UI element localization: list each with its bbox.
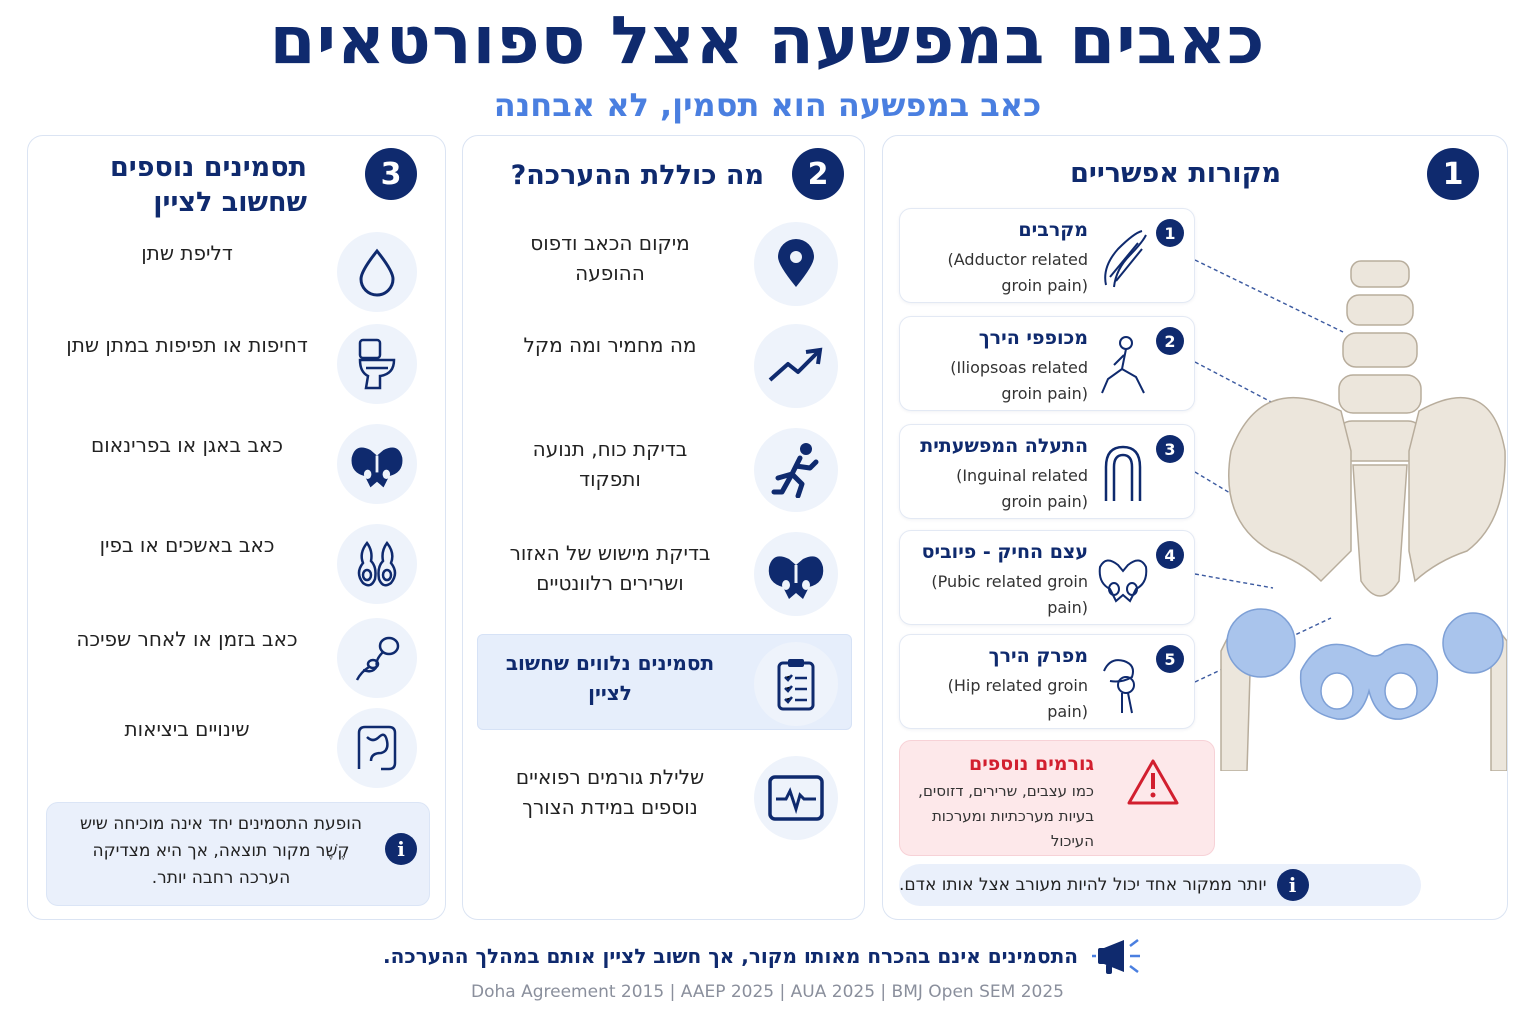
assessment-item [463,220,866,310]
lunge-stretch-icon [1096,335,1150,397]
symptom-item-text: כאב באשכים או בפין [99,533,275,557]
heart-monitor-icon [754,756,838,840]
symptom-item [28,618,447,698]
source-subtitle: (Iliopsoas related groin pain) [950,358,1088,403]
droplet-icon [337,232,417,312]
inguinal-canal-icon [1096,443,1150,505]
footer-message-text: התסמינים אינם בהכרח מאותו מקור, אך חשוב לציין אותם במהלך ההערכה. [383,944,1078,968]
toilet-icon [337,324,417,404]
sperm-icon [337,618,417,698]
source-title: מכופפי הירך [978,327,1088,349]
symptom-item [28,708,447,788]
source-subtitle: (Inguinal related groin pain) [956,466,1088,511]
symptom-item-text: כאב באגן או בפרינאום [91,433,283,457]
section-heading: מקורות אפשריים [1070,158,1281,189]
trend-up-icon [754,324,838,408]
assessment-item [463,322,866,412]
assessment-item-text: בדיקת כוח, תנועה ותפקוד [532,437,688,491]
additional-factors-text: כמו עצבים, שרירים, דזוסים, בעיות מערכתיות ומערכות העיכול [918,782,1094,850]
multiple-sources-note [899,864,1421,906]
section-number: 3 [365,148,417,200]
additional-factors-title: גורמים נוספים [968,753,1094,775]
symptom-item-text: דחיפות או תפיפות במתן שתן [66,333,308,357]
source-card-pubic [899,530,1195,625]
assessment-item-text: מה מחמיר ומה מקל [523,333,697,357]
info-icon: i [1277,869,1309,901]
section-heading: מה כוללת ההערכה? [510,160,764,191]
references: Doha Agreement 2015 | AAEP 2025 | AUA 2025 | BMJ Open SEM 2025 [471,982,1064,1002]
source-card-hip [899,634,1195,729]
symptom-item [28,524,447,604]
location-pin-icon [754,222,838,306]
megaphone-icon [1090,936,1152,976]
symptom-item-text: שינויים ביציאות [124,717,250,741]
source-title: מפרק הירך [988,645,1088,667]
source-number-badge: 4 [1156,541,1184,569]
symptoms-together-note-text: הופעת התסמינים יחד אינה מוכיחה שיש קֶשֶׁר מקור תוצאה, אך היא מצדיקה הערכה רחבה יותר. [79,814,363,889]
assessment-item [463,754,866,844]
warning-triangle-icon [1126,757,1180,807]
pelvis-icon [754,532,838,616]
intestine-icon [337,708,417,788]
source-subtitle: (Adductor related groin pain) [947,250,1088,295]
page-title: כאבים במפשעה אצל ספורטאים [269,2,1266,79]
testes-icon [337,524,417,604]
source-number-badge: 1 [1156,219,1184,247]
section-heading: תסמינים נוספים שחשוב לציין [109,152,307,219]
source-title: עצם החיק - פיוביס [921,541,1088,563]
source-title: מקרבים [1018,219,1088,241]
source-subtitle: (Pubic related groin pain) [931,572,1088,617]
symptom-item [28,324,447,404]
assessment-item [463,426,866,516]
symptom-item-text: דליפת שתן [141,241,233,265]
source-number-badge: 5 [1156,645,1184,673]
hip-joint-icon [1096,653,1150,715]
multiple-sources-note-text: יותר ממקור אחד יכול להיות מעורב אצל אותו אדם. [899,875,1267,895]
info-icon: i [385,833,417,865]
assessment-item-highlighted [463,640,866,730]
pelvis-icon [337,424,417,504]
page-subtitle: כאב במפשעה הוא תסמין, לא אבחנה [493,86,1042,124]
pelvis-skeleton-illustration [1201,251,1507,771]
assessment-item-text: שלילת גורמים רפואיים נוספים במידת הצורך [515,765,705,819]
assessment-item-text: בדיקת מישוש של האזור ושרירים רלוונטיים [509,541,711,595]
source-title: התעלה המפשעתית [920,435,1088,457]
source-subtitle: (Hip related groin pain) [947,676,1088,721]
assessment-item-text: תסמינים נלווים שחשוב לציין [505,651,715,705]
symptoms-together-note [46,802,430,906]
section-number: 2 [792,148,844,200]
pubic-bone-icon [1096,549,1150,611]
assessment-item-text: מיקום הכאב ודפוס ההופעה [530,231,690,285]
assessment-item [463,530,866,620]
panel-possible-sources [882,135,1508,920]
source-card-iliopsoas [899,316,1195,411]
runner-icon [754,428,838,512]
muscle-icon [1096,227,1150,289]
footer-message [0,936,1535,976]
panel-additional-symptoms [27,135,446,920]
source-number-badge: 3 [1156,435,1184,463]
symptom-item-text: כאב בזמן או לאחר שפיכה [76,627,298,651]
symptom-item [28,424,447,504]
source-card-adductor [899,208,1195,303]
symptom-item [28,232,447,312]
additional-factors-box [899,740,1215,856]
source-number-badge: 2 [1156,327,1184,355]
panel-assessment [462,135,865,920]
clipboard-checklist-icon [754,642,838,726]
section-number: 1 [1427,148,1479,200]
source-card-inguinal [899,424,1195,519]
